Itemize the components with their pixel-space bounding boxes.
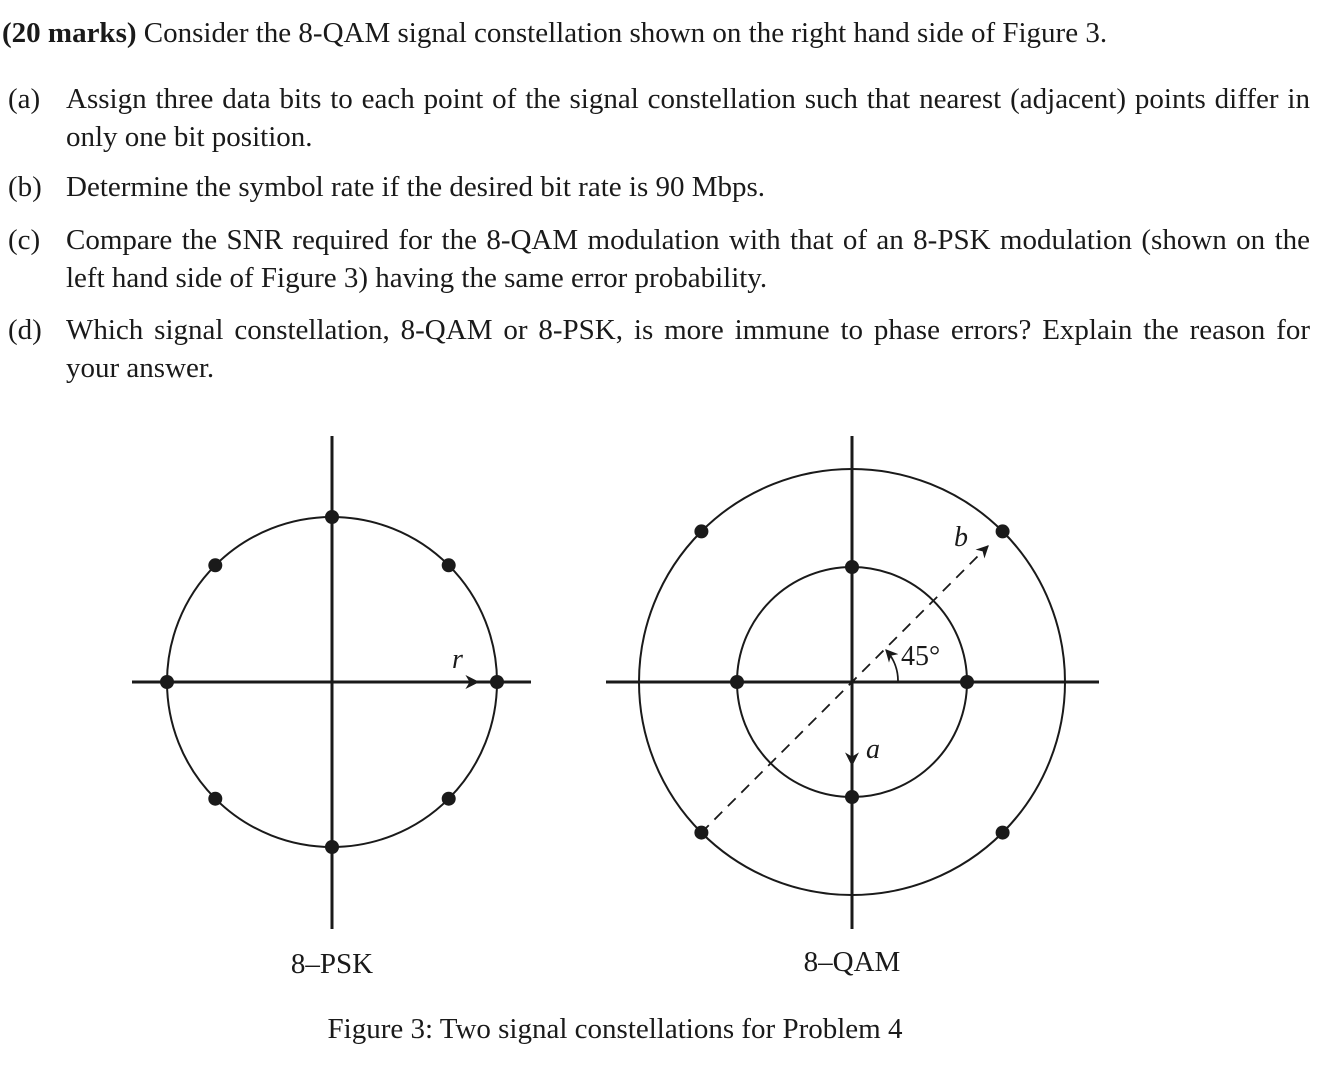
psk-title: 8–PSK	[290, 948, 374, 980]
qam-outer-point	[996, 826, 1010, 840]
psk-point	[325, 510, 339, 524]
part-label: (c)	[8, 224, 41, 256]
constellation-figure	[0, 420, 1337, 1080]
part-d	[0, 311, 1320, 391]
qam-inner-label: a	[866, 734, 880, 765]
psk-diagram	[132, 436, 531, 980]
part-label: (a)	[8, 83, 41, 115]
psk-point	[442, 792, 456, 806]
qam-inner-point	[960, 675, 974, 689]
part-a	[0, 80, 1320, 160]
part-b	[0, 168, 1320, 208]
qam-angle-arc	[886, 650, 898, 682]
qam-title: 8–QAM	[803, 946, 901, 978]
marks-label: (20 marks)	[2, 17, 137, 49]
psk-point	[208, 792, 222, 806]
psk-point	[208, 558, 222, 572]
psk-point	[325, 840, 339, 854]
qam-outer-point	[996, 524, 1010, 538]
part-label: (d)	[8, 314, 42, 346]
qam-inner-point	[845, 790, 859, 804]
figure-caption: Figure 3: Two signal constellations for Problem 4	[327, 1013, 903, 1045]
qam-angle-label: 45°	[901, 641, 941, 672]
psk-point	[160, 675, 174, 689]
part-text: Assign three data bits to each point of the signal constellation such that nearest (adjacent) points differ in only one bit position.	[66, 83, 1310, 153]
problem-statement	[2, 14, 1322, 52]
psk-point	[442, 558, 456, 572]
qam-diagonal-dashed	[701, 546, 988, 833]
psk-point	[490, 675, 504, 689]
qam-outer-label: b	[954, 522, 968, 553]
qam-outer-point	[694, 524, 708, 538]
part-text: Which signal constellation, 8-QAM or 8-PSK, is more immune to phase errors? Explain the reason for your answer.	[66, 314, 1310, 384]
part-text: Compare the SNR required for the 8-QAM modulation with that of an 8-PSK modulation (shown on the left hand side of Figure 3) having the same error probability.	[66, 224, 1310, 294]
part-text: Determine the symbol rate if the desired bit rate is 90 Mbps.	[66, 171, 766, 203]
problem-intro: Consider the 8-QAM signal constellation shown on the right hand side of Figure 3.	[143, 17, 1108, 49]
part-label: (b)	[8, 171, 42, 203]
qam-diagram	[606, 436, 1099, 978]
part-c	[0, 221, 1320, 301]
psk-radius-label: r	[452, 644, 463, 675]
qam-outer-point	[694, 826, 708, 840]
qam-inner-point	[845, 560, 859, 574]
qam-inner-point	[730, 675, 744, 689]
